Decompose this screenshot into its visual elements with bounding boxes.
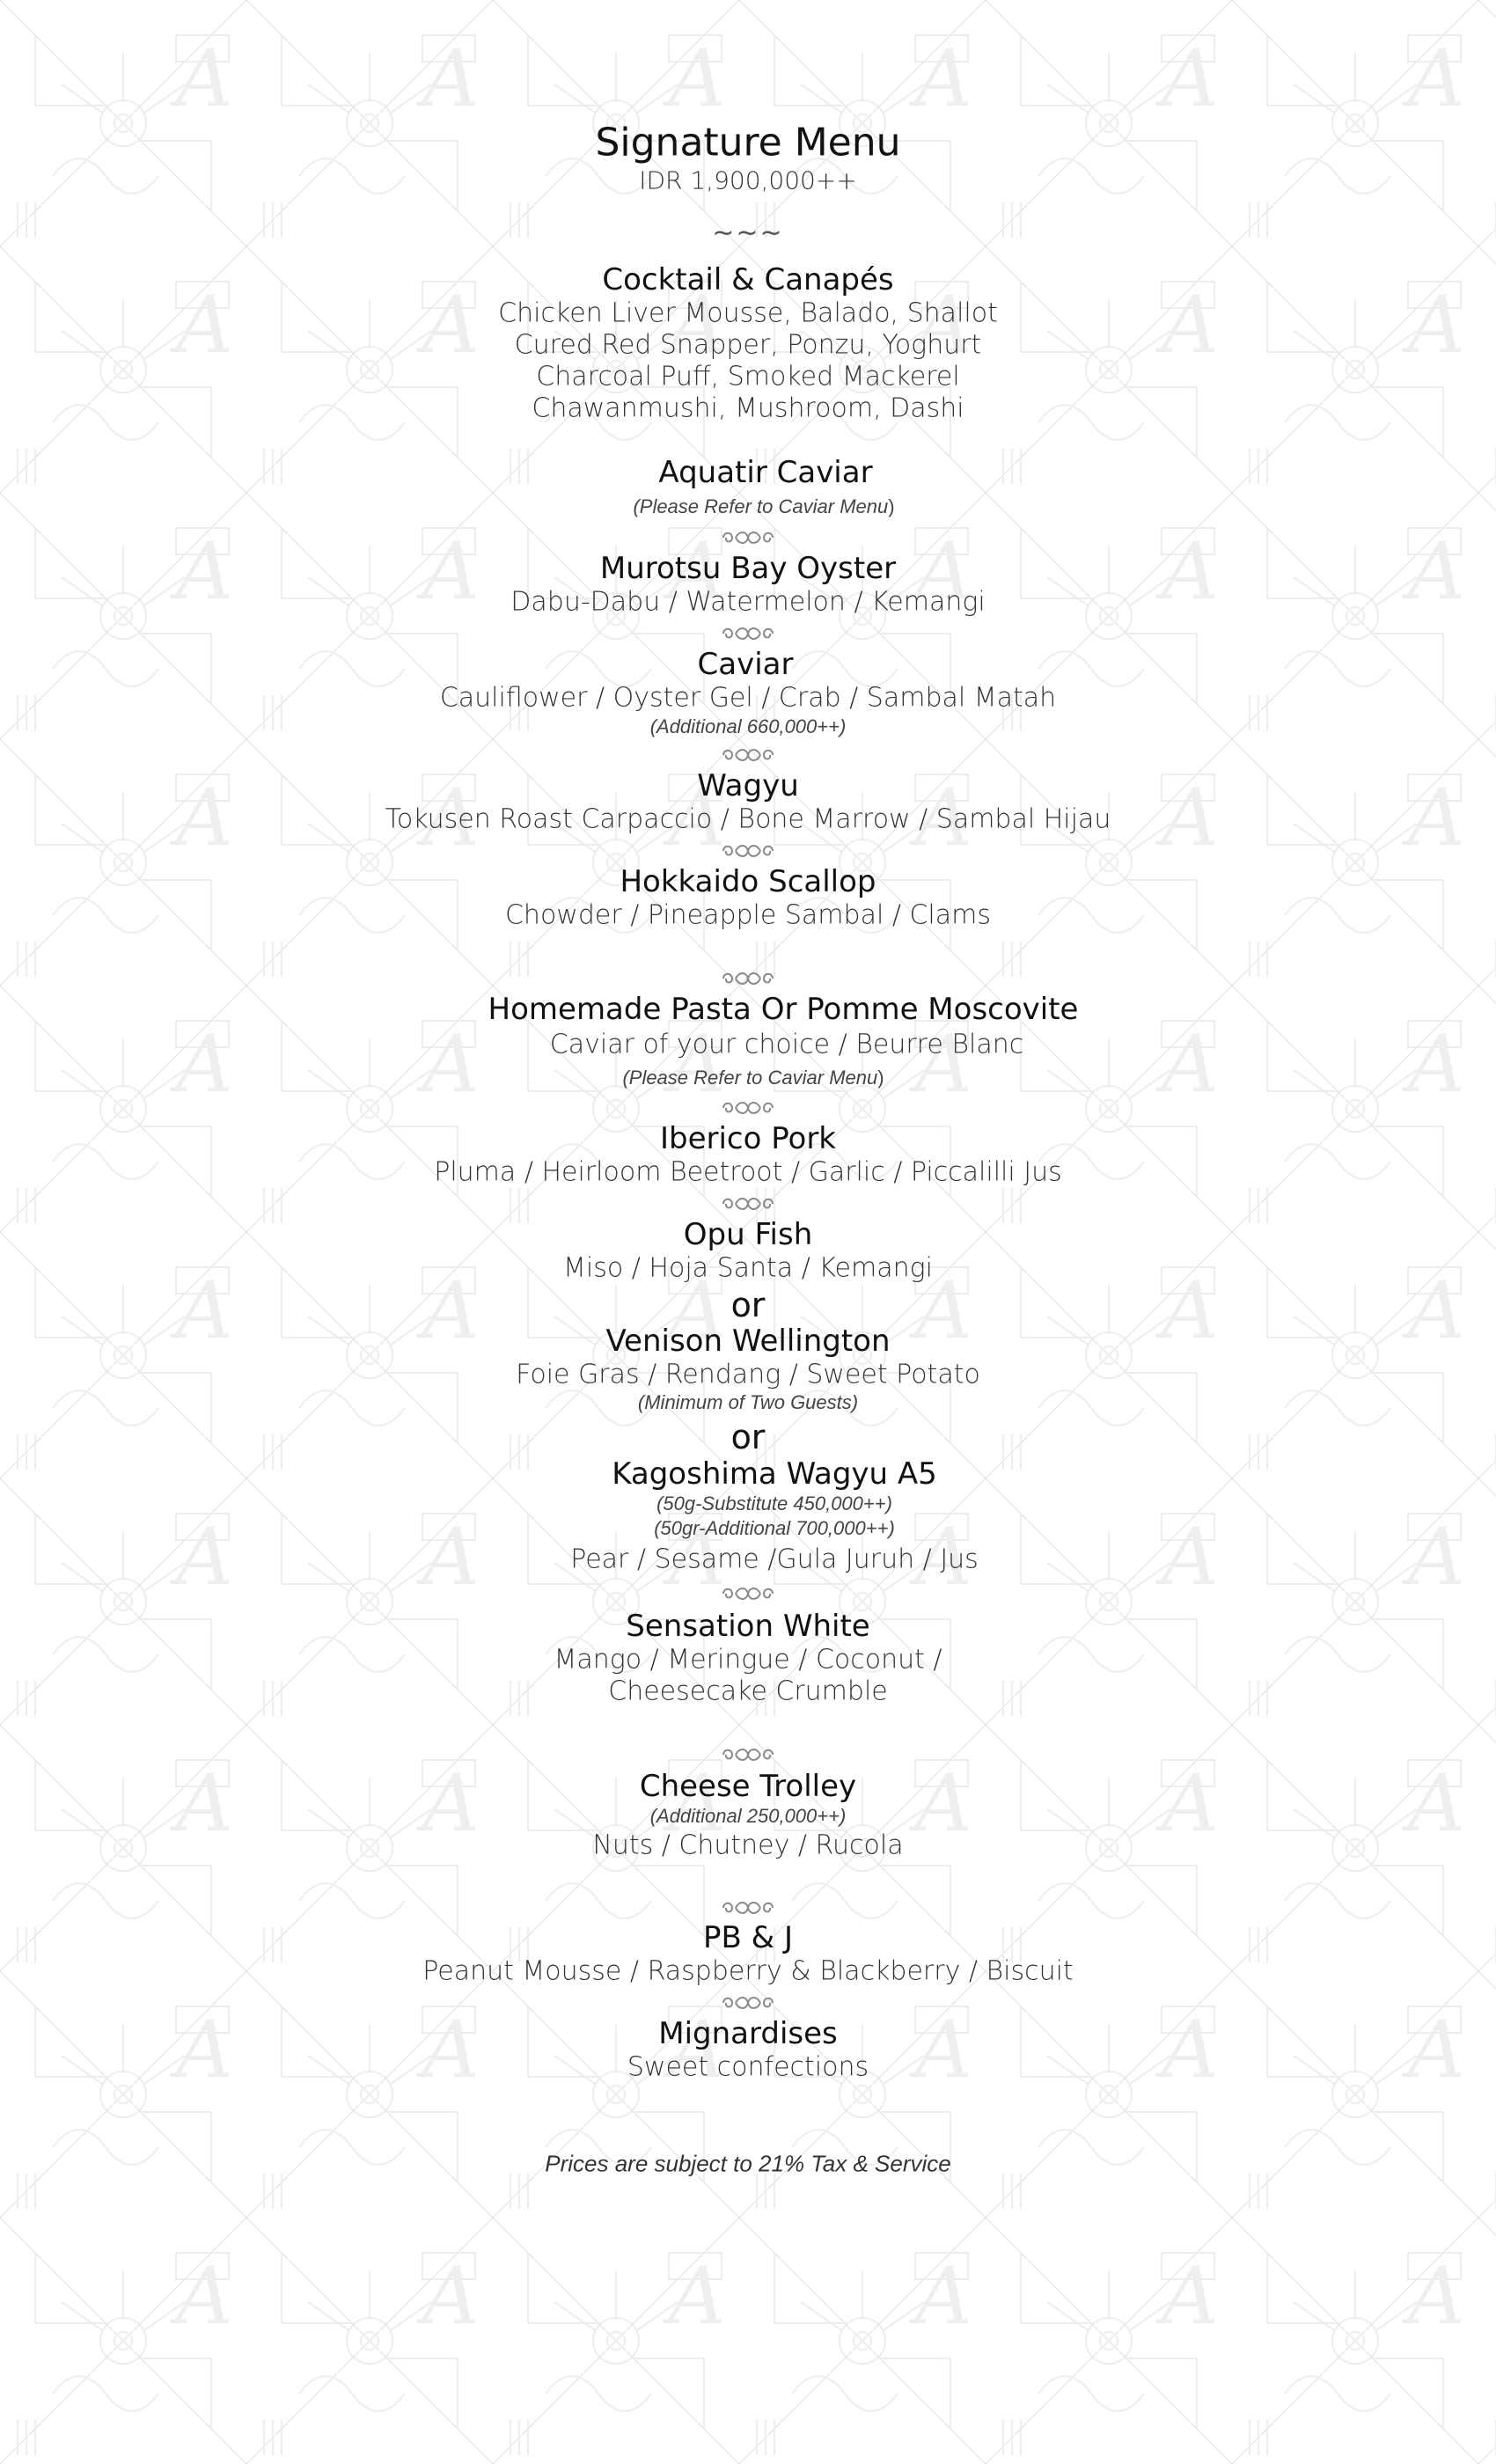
course-heading-opu: Opu Fish: [683, 1217, 813, 1252]
ornament-divider-icon: [720, 746, 776, 764]
header-separator: ~~~: [712, 217, 784, 249]
ornament-divider-icon: [720, 1585, 776, 1602]
course-heading-sensation: Sensation White: [626, 1609, 870, 1644]
course-heading-venison: Venison Wellington: [605, 1324, 891, 1359]
or-divider: or: [730, 1418, 766, 1456]
course-heading-iberico: Iberico Pork: [659, 1121, 836, 1156]
course-heading-scallop: Hokkaido Scallop: [620, 864, 876, 899]
course-desc-opu: Miso / Hoja Santa / Kemangi: [563, 1252, 933, 1284]
menu-price: IDR 1,900,000++: [639, 165, 857, 195]
course-heading-aquatir: Aquatir Caviar: [658, 455, 873, 490]
course-desc-cheese: Nuts / Chutney / Rucola: [592, 1830, 904, 1861]
course-item: Charcoal Puff, Smoked Mackerel: [536, 361, 960, 392]
ornament-divider-icon: [720, 625, 776, 642]
course-note-aquatir: (Please Refer to Caviar Menu): [633, 495, 895, 517]
course-heading-pbj: PB & J: [703, 1920, 793, 1955]
ornament-divider-icon: [720, 1994, 776, 2012]
tax-footer-note: Prices are subject to 21% Tax & Service: [545, 2150, 951, 2177]
course-desc-oyster: Dabu-Dabu / Watermelon / Kemangi: [510, 586, 986, 618]
course-desc-venison: Foie Gras / Rendang / Sweet Potato: [516, 1359, 980, 1390]
course-heading-wagyu: Wagyu: [697, 768, 799, 803]
course-item: Cured Red Snapper, Ponzu, Yoghurt: [514, 329, 982, 361]
course-item: Chawanmushi, Mushroom, Dashi: [532, 392, 964, 424]
course-heading-pasta: Homemade Pasta Or Pomme Moscovite: [488, 992, 1079, 1027]
course-heading-cocktail: Cocktail & Canapés: [602, 262, 894, 297]
course-desc-iberico: Pluma / Heirloom Beetroot / Garlic / Piccalilli Jus: [434, 1156, 1062, 1188]
course-note-pasta: (Please Refer to Caviar Menu): [622, 1067, 884, 1089]
ornament-divider-icon: [720, 1899, 776, 1917]
course-note-kagoshima-substitute: (50g-Substitute 450,000++): [656, 1492, 892, 1514]
course-desc-pasta: Caviar of your choice / Beurre Blanc: [549, 1029, 1024, 1060]
or-divider: or: [730, 1286, 766, 1324]
course-heading-caviar: Caviar: [697, 647, 794, 682]
course-note-cheese: (Additional 250,000++): [649, 1805, 847, 1827]
course-desc-kagoshima: Pear / Sesame /Gula Juruh / Jus: [570, 1544, 979, 1575]
menu-title: Signature Menu: [595, 120, 901, 165]
course-item: Chicken Liver Mousse, Balado, Shallot: [498, 297, 998, 329]
ornament-divider-icon: [720, 529, 776, 546]
course-heading-kagoshima: Kagoshima Wagyu A5: [612, 1456, 937, 1492]
ornament-divider-icon: [720, 842, 776, 860]
course-desc-wagyu: Tokusen Roast Carpaccio / Bone Marrow / Sambal Hijau: [385, 803, 1111, 835]
course-desc-sensation-line1: Mango / Meringue / Coconut /: [554, 1644, 942, 1676]
course-note-caviar: (Additional 660,000++): [649, 715, 847, 737]
course-heading-mignardises: Mignardises: [658, 2016, 838, 2051]
ornament-divider-icon: [720, 1195, 776, 1213]
ornament-divider-icon: [720, 1099, 776, 1117]
course-desc-sensation-line2: Cheesecake Crumble: [608, 1676, 888, 1707]
course-desc-pbj: Peanut Mousse / Raspberry & Blackberry / Biscuit: [422, 1955, 1074, 1987]
course-note-kagoshima-additional: (50gr-Additional 700,000++): [654, 1517, 895, 1539]
ornament-divider-icon: [720, 1746, 776, 1764]
course-heading-oyster: Murotsu Bay Oyster: [599, 551, 897, 586]
course-desc-caviar: Cauliflower / Oyster Gel / Crab / Sambal Matah: [439, 682, 1057, 714]
ornament-divider-icon: [720, 970, 776, 987]
course-desc-mignardises: Sweet confections: [627, 2051, 869, 2083]
course-desc-scallop: Chowder / Pineapple Sambal / Clams: [504, 899, 991, 931]
course-heading-cheese: Cheese Trolley: [639, 1769, 857, 1804]
course-note-venison: (Minimum of Two Guests): [637, 1391, 859, 1413]
